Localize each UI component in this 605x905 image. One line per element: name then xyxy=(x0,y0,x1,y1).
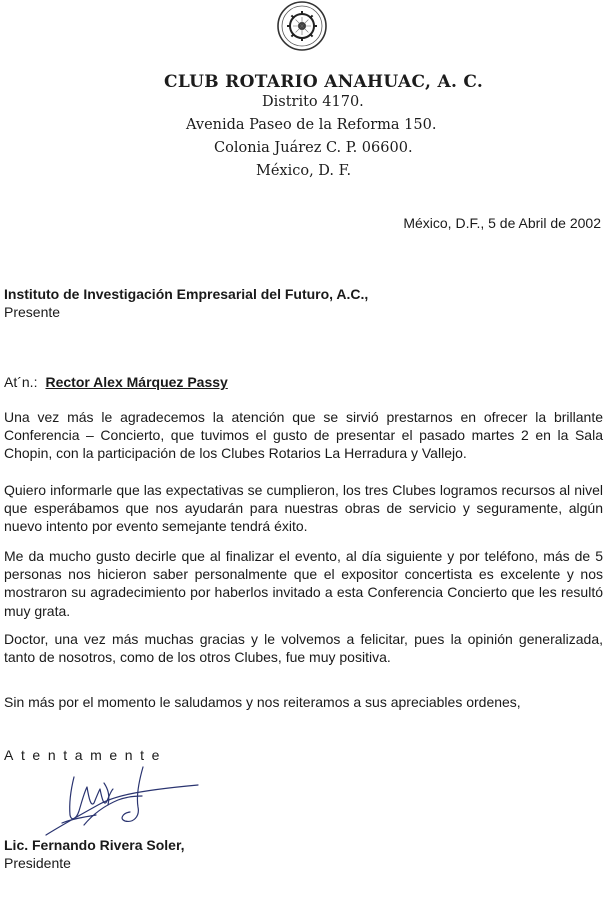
attention-line xyxy=(4,374,228,390)
recipient-block xyxy=(4,285,368,321)
handwritten-signature xyxy=(40,765,210,840)
organization-name: CLUB ROTARIO ANAHUAC, A. C. xyxy=(164,72,484,92)
street-line: Avenida Paseo de la Reforma 150. xyxy=(186,117,437,133)
rotary-seal-icon xyxy=(276,0,328,52)
signer-name: Lic. Fernando Rivera Soler, xyxy=(4,837,185,853)
district-line: Distrito 4170. xyxy=(262,94,364,110)
city-line: México, D. F. xyxy=(256,163,352,179)
attention-label: At´n.: xyxy=(4,374,38,390)
recipient-institution: Instituto de Investigación Empresarial del Futuro, A.C., xyxy=(4,286,369,302)
colony-line: Colonia Juárez C. P. 06600. xyxy=(214,140,413,156)
signer-block xyxy=(4,836,185,872)
letter-date: México, D.F., 5 de Abril de 2002 xyxy=(403,215,601,231)
closing-salutation: Atentamente xyxy=(4,747,167,763)
paragraph-2: Quiero informarle que las expectativas se cumplieron, los tres Clubes logramos recursos al nivel que esperábamos que nos ayudarán para nuestras obras de servicio y seguramente, algún nuevo intento por evento semejante tendrá éxito. xyxy=(4,482,603,535)
attention-name: Rector Alex Márquez Passy xyxy=(45,374,228,390)
paragraph-1: Una vez más le agradecemos la atención que se sirvió prestarnos en ofrecer la brillante Conferencia – Concierto, que tuvimos el gusto de presentar el pasado martes 2 en la Sala Chopin, con la participación de los Clubes Rotarios La Herradura y Vallejo. xyxy=(4,409,603,462)
signer-title: Presidente xyxy=(4,855,71,871)
recipient-presente: Presente xyxy=(4,304,61,320)
paragraph-5: Sin más por el momento le saludamos y nos reiteramos a sus apreciables ordenes, xyxy=(4,694,521,710)
paragraph-3: Me da mucho gusto decirle que al finalizar el evento, al día siguiente y por teléfono, más de 5 personas nos hicieron saber personalmente que el expositor concertista es excelente y nos mostraron su agradecimiento por haberlos invitado a esta Conferencia Concierto que les resultó muy grata. xyxy=(4,548,603,619)
paragraph-4: Doctor, una vez más muchas gracias y le volvemos a felicitar, pues la opinión generalizada, tanto de nosotros, como de los otros Clubes, fue muy positiva. xyxy=(4,631,603,666)
